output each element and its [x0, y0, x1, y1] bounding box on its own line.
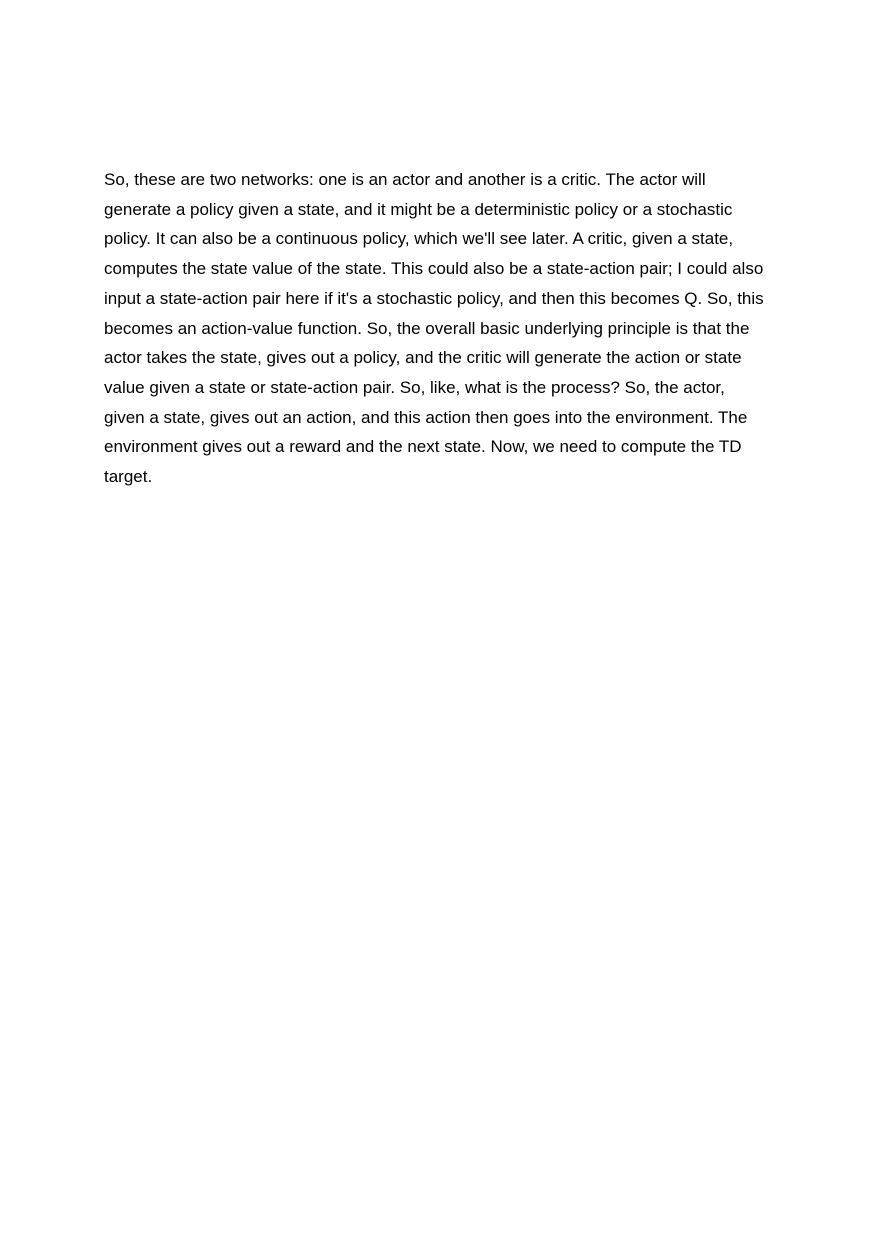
- paragraph-line: value given a state or state-action pair. So, like, what is the process? So, the actor,: [104, 377, 725, 397]
- paragraph-line: actor takes the state, gives out a policy, and the critic will generate the action or state: [104, 348, 742, 368]
- paragraph-line: input a state-action pair here if it's a stochastic policy, and then this becomes Q. So, this: [104, 288, 764, 308]
- paragraph-line: computes the state value of the state. This could also be a state-action pair; I could also: [104, 259, 764, 279]
- body-paragraph: [104, 165, 794, 492]
- paragraph-line: policy. It can also be a continuous policy, which we'll see later. A critic, given a state,: [104, 229, 734, 249]
- paragraph-line: becomes an action-value function. So, the overall basic underlying principle is that the: [104, 318, 750, 338]
- paragraph-line: target.: [104, 467, 153, 487]
- paragraph-line: environment gives out a reward and the next state. Now, we need to compute the TD: [104, 437, 742, 457]
- paragraph-line: given a state, gives out an action, and this action then goes into the environment. The: [104, 407, 748, 427]
- paragraph-line: generate a policy given a state, and it might be a deterministic policy or a stochastic: [104, 199, 733, 219]
- paragraph-line: So, these are two networks: one is an actor and another is a critic. The actor will: [104, 170, 706, 189]
